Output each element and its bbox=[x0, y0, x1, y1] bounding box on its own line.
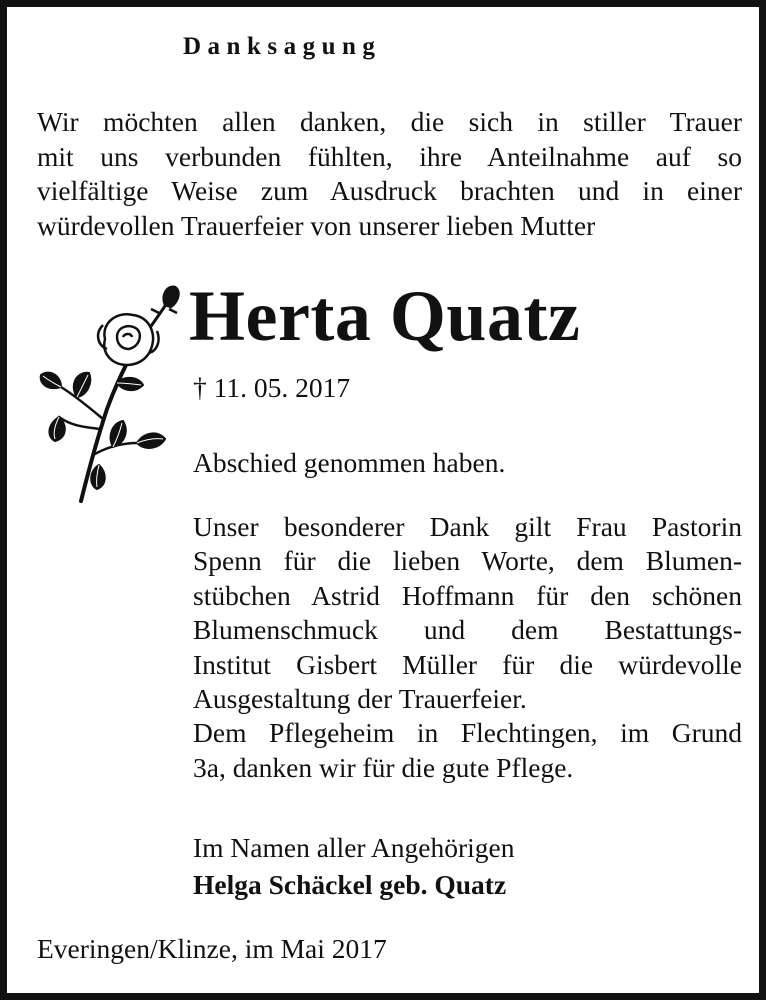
thanks-line: Dem Pflegeheim in Flechtingen, im Grund bbox=[193, 717, 742, 749]
thanks-line: Spenn für die lieben Worte, dem Blumen- bbox=[193, 545, 742, 577]
intro-line: mit uns verbunden fühlten, ihre Anteilnahme auf so bbox=[37, 140, 742, 172]
notice-heading: Danksagung bbox=[183, 33, 382, 60]
thanks-line: 3a, danken wir für die gute Pflege. bbox=[193, 751, 574, 783]
deceased-name: Herta Quatz bbox=[189, 276, 581, 356]
thanks-line: Unser besonderer Dank gilt Frau Pastorin bbox=[193, 511, 742, 542]
closing-block bbox=[193, 829, 515, 903]
intro-paragraph bbox=[37, 105, 742, 243]
closing-line: Im Namen aller Angehörigen bbox=[193, 832, 515, 863]
rose-icon bbox=[33, 279, 193, 509]
death-date: † 11. 05. 2017 bbox=[193, 372, 351, 403]
signatory-name: Helga Schäckel geb. Quatz bbox=[193, 869, 507, 900]
place-date-line: Everingen/Klinze, im Mai 2017 bbox=[37, 933, 387, 964]
thanks-line: Ausgestaltung der Trauerfeier. bbox=[193, 683, 527, 715]
thanks-line: stübchen Astrid Hoffmann für den schönen bbox=[193, 579, 742, 611]
intro-line: würdevollen Trauerfeier von unserer lieben Mutter bbox=[37, 209, 596, 241]
intro-line: Wir möchten allen danken, die sich in stiller Trauer bbox=[37, 106, 742, 137]
thanks-paragraph bbox=[193, 510, 742, 785]
intro-line: vielfältige Weise zum Ausdruck brachten und in einer bbox=[37, 175, 742, 206]
thanks-line: Blumenschmuck und dem Bestattungs- bbox=[193, 614, 742, 646]
farewell-line: Abschied genommen haben. bbox=[193, 447, 506, 478]
thanks-line: Institut Gisbert Müller für die würdevolle bbox=[193, 648, 742, 680]
